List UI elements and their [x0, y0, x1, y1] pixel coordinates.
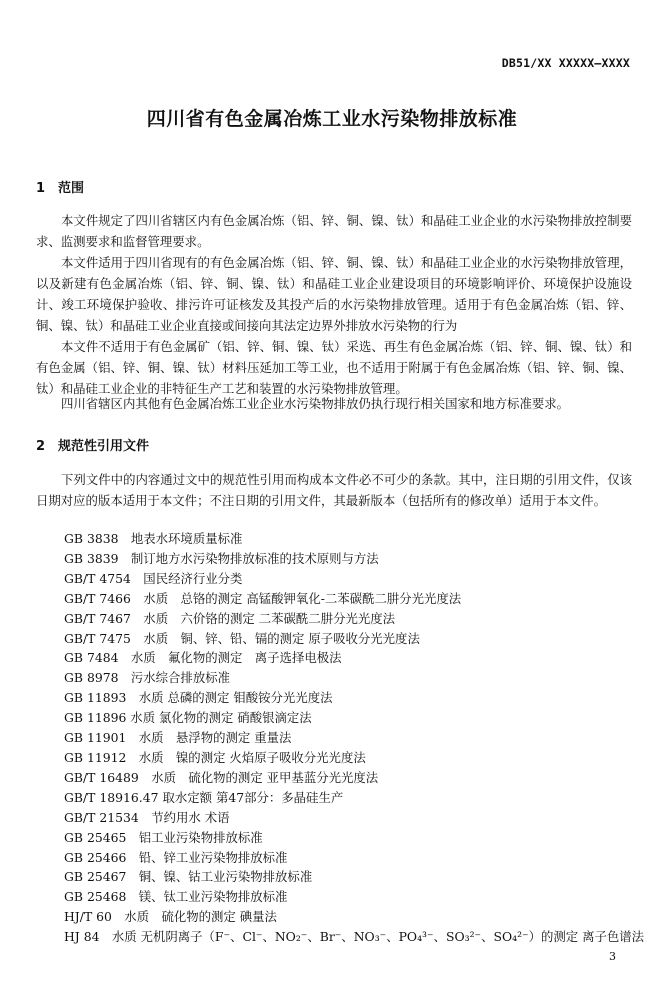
reference-item: GB/T 7475 水质 铜、锌、铅、镉的测定 原子吸收分光光度法: [64, 630, 420, 646]
reference-item: GB 11896 水质 氯化物的测定 硝酸银滴定法: [64, 710, 312, 726]
section-1-paragraph-2: 本文件适用于四川省现有的有色金属冶炼（铝、锌、铜、镍、钛）和晶硅工业企业的水污染物排放管理，以及新建有色金属冶炼（铝、锌、铜、镍、钛）和晶硅工业企业建设项目的环境影响评价、环境保护设施设计、竣工环境保护验收、排污许可证核发及其投产后的水污染物排放管理。适用于有色金属冶炼（铝、锌、铜、镍、钛）和晶硅工业企业直接或间接向其法定边界外排放水污染物的行为: [36, 255, 632, 333]
reference-item: HJ/T 60 水质 硫化物的测定 碘量法: [64, 909, 277, 925]
reference-item: GB 8978 污水综合排放标准: [64, 670, 230, 686]
page-number: 3: [609, 950, 616, 963]
section-2-title: 规范性引用文件: [58, 439, 150, 454]
reference-item: GB/T 4754 国民经济行业分类: [64, 570, 243, 586]
reference-item: GB 25468 镁、钛工业污染物排放标准: [64, 889, 288, 905]
section-1-number: 1: [36, 181, 46, 196]
reference-item: GB 25466 铅、锌工业污染物排放标准: [64, 849, 288, 865]
reference-item: GB 3839 制订地方水污染物排放标准的技术原则与方法: [64, 550, 379, 566]
section-2-heading: [36, 435, 149, 454]
section-1-paragraph-1: 本文件规定了四川省辖区内有色金属冶炼（铝、锌、铜、镍、钛）和晶硅工业企业的水污染物排放控制要求、监测要求和监督管理要求。: [36, 213, 632, 249]
reference-item: GB 3838 地表水环境质量标准: [64, 531, 243, 546]
reference-list: [64, 529, 644, 947]
reference-item: GB/T 21534 节约用水 术语: [64, 809, 230, 825]
section-2-intro: 下列文件中的内容通过文中的规范性引用而构成本文件必不可少的条款。其中，注日期的引用文件，仅该日期对应的版本适用于本文件；不注日期的引用文件，其最新版本（包括所有的修改单）适用于本文件。: [36, 472, 632, 508]
reference-item: GB/T 7466 水质 总铬的测定 高锰酸钾氧化-二苯碳酰二肼分光光度法: [64, 590, 462, 606]
reference-item: GB 11912 水质 镍的测定 火焰原子吸收分光光度法: [64, 749, 366, 765]
reference-item: HJ 84 水质 无机阴离子（F⁻、Cl⁻、NO₂⁻、Br⁻、NO₃⁻、PO₄³⁻、SO₃²⁻、SO₄²⁻）的测定 离子色谱法: [64, 929, 645, 945]
section-1-title: 范围: [58, 181, 85, 196]
reference-item: GB 25465 铝工业污染物排放标准: [64, 829, 263, 845]
reference-item: GB/T 16489 水质 硫化物的测定 亚甲基蓝分光光度法: [64, 769, 379, 785]
section-1-paragraph-3: 本文件不适用于有色金属矿（铝、锌、铜、镍、钛）采选、再生有色金属冶炼（铝、锌、铜、镍、钛）和有色金属（铝、锌、铜、镍、钛）材料压延加工等工业，也不适用于附属于有色金属冶炼（铝、锌、铜、镍、钛）和晶硅工业企业的非特征生产工艺和装置的水污染物排放管理。: [36, 339, 632, 396]
document-title: 四川省有色金属冶炼工业水污染物排放标准: [146, 108, 518, 130]
reference-item: GB 7484 水质 氟化物的测定 离子选择电极法: [64, 650, 342, 666]
reference-item: GB 25467 铜、镍、钴工业污染物排放标准: [64, 869, 313, 885]
reference-item: GB 11901 水质 悬浮物的测定 重量法: [64, 730, 292, 746]
document-code: DB51/XX XXXXX—XXXX: [501, 56, 630, 70]
section-1-heading: [36, 177, 84, 196]
section-1-paragraph-4: 四川省辖区内其他有色金属冶炼工业企业水污染物排放仍执行现行相关国家和地方标准要求。: [61, 396, 570, 411]
section-2-number: 2: [36, 439, 46, 454]
reference-item: GB/T 7467 水质 六价铬的测定 二苯碳酰二肼分光光度法: [64, 610, 396, 626]
reference-item: GB/T 18916.47 取水定额 第47部分：多晶硅生产: [64, 789, 344, 805]
reference-item: GB 11893 水质 总磷的测定 钼酸铵分光光度法: [64, 690, 333, 706]
